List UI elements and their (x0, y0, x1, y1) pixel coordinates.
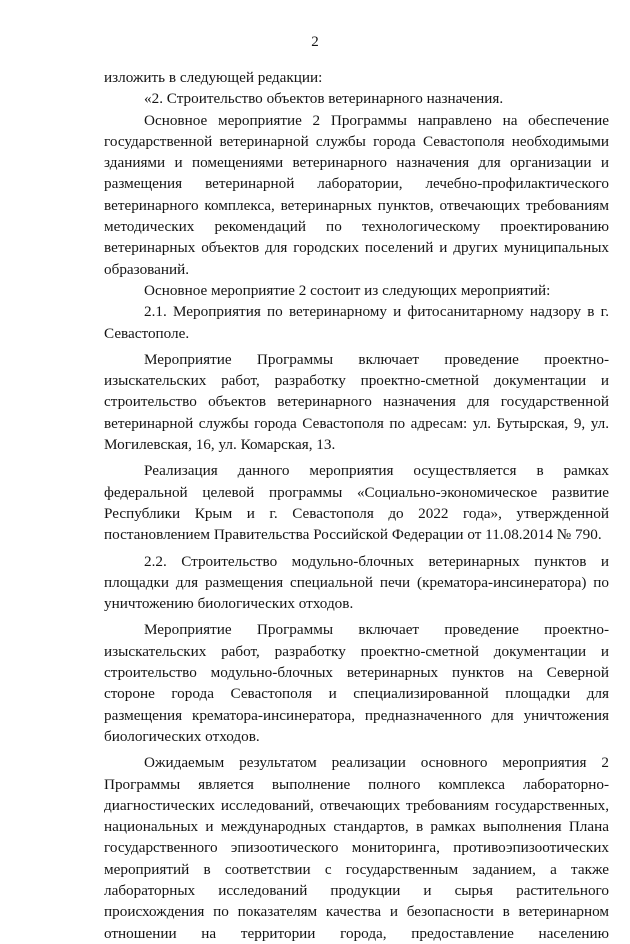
paragraph-item-2-1-implementation: Реализация данного мероприятия осуществляется в рамках федеральной целевой программы «Социально-экономическое развитие Республики Крым и г. Севастополя до 2022 года», утвержденной постановлением Правительства Российской Федерации от 11.08.2014 № 790. (104, 462, 609, 544)
paragraph-expected-result: Ожидаемым результатом реализации основного мероприятия 2 Программы является выполнение полного комплекса лабораторно-диагностических исследований, отвечающих требованиям государственных, национальных и международных стандартов, в рамках выполнения Плана государственного эпизоотического мониторинга, противоэпизоотических мероприятий в соответствии с государственным заданием, а также лабораторных исследований продукции и сырья растительного происхождения по показателям качества и безопасности в ветеринарном отношении на территории города, предоставление населению (104, 754, 609, 942)
page-number: 2 (311, 34, 319, 50)
item-2-1: 2.1. Мероприятия по ветеринарному и фитосанитарному надзору в г. Севастополе. (104, 303, 609, 342)
paragraph-activities-list: Основное мероприятие 2 состоит из следующих мероприятий: (144, 281, 551, 299)
section-heading: «2. Строительство объектов ветеринарного назначения. (144, 90, 504, 108)
document-body (104, 67, 609, 944)
paragraph-item-2-2-scope: Мероприятие Программы включает проведение проектно-изыскательских работ, разработку проектно-сметной документации и строительство модульно-блочных ветеринарных пунктов на Северной стороне города Севастополя и специализированной площадки для размещения крематора-инсинератора, предназначенного для уничтожения биологических отходов. (104, 621, 609, 745)
item-2-2: 2.2. Строительство модульно-блочных ветеринарных пунктов и площадки для размещения специальной печи (крематора-инсинератора) по уничтожению биологических отходов. (104, 552, 609, 613)
paragraph-intro: изложить в следующей редакции: (104, 69, 323, 86)
paragraph-item-2-1-scope: Мероприятие Программы включает проведение проектно-изыскательских работ, разработку проектно-сметной документации и строительство объектов ветеринарного назначения для государственной ветеринарной службы города Севастополя по адресам: ул. Бутырская, 9, ул. Могилевская, 16, ул. Комарская, 13. (104, 350, 609, 454)
paragraph-main-activity: Основное мероприятие 2 Программы направлено на обеспечение государственной ветеринарной службы города Севастополя необходимыми зданиями и помещениями ветеринарного назначения для организации и размещения ветеринарной лаборатории, лечебно-профилактического ветеринарного комплекса, ветеринарных пунктов, отвечающих требованиям методических рекомендаций по технологическому проектированию ветеринарных объектов для городских поселений и других муниципальных образований. (104, 111, 609, 278)
